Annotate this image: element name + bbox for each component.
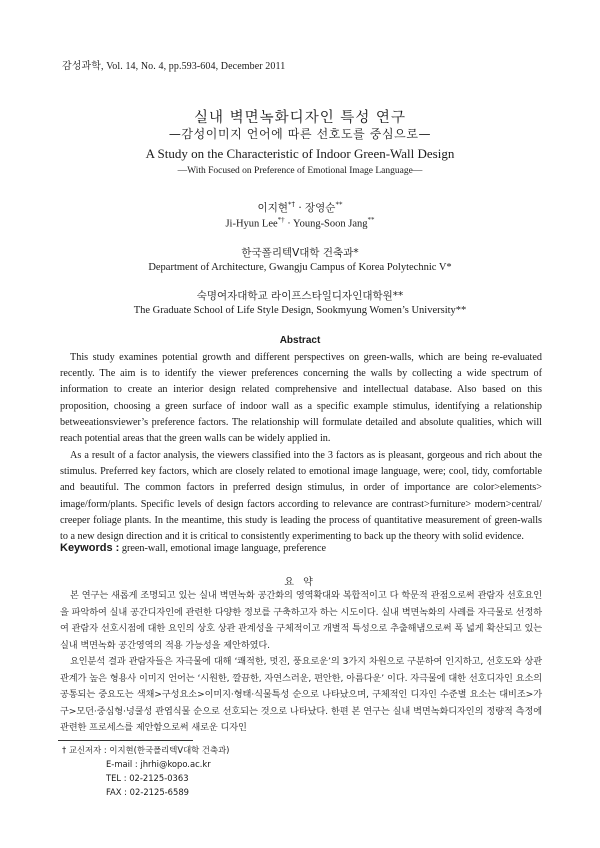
author-1-name-ko: 이지현: [257, 202, 288, 214]
summary-text-2: 요인분석 결과 관람자들은 자극물에 대해 ‘쾌적한, 멋진, 풍요로운’의 3가지 차원으로 구분하여 인지하고, 선호도와 상관관계가 높은 형용사 이미지 언어는 ‘시원한, 깔끔한, 자연스러운, 편안한, 아름다운’ 이다. 자극물에 대한 선호디자인 요소의 공통되는 중요도는 색채>구성요소>이미지·형태·식물특성 순으로 나타났으며, 구체적인 디자인 수준별 요소는 대비조>가구>모던·중심형·넝쿨성 관엽식물 순으로 선호되는 것으로 나타났다. 한편 본 연구는 실내 벽면녹화디자인의 정량적 측정에 관련한 프로세스를 제안함으로써 새로운 디자인: [60, 656, 542, 733]
abstract-heading: Abstract: [279, 335, 321, 346]
keywords-text: green-wall, emotional image language, preference: [119, 543, 327, 554]
author-1-name-en: Ji-Hyun Lee: [225, 218, 278, 230]
subtitle-english: —With Focused on Preference of Emotional Image Language—: [177, 166, 423, 176]
footnote-fax: FAX : 02-2125-6589: [106, 787, 189, 797]
abstract-paragraph-1: [60, 350, 542, 447]
summary-paragraph-2: [60, 654, 542, 737]
abstract-text-2: As a result of a factor analysis, the viewers classified into the 3 factors as is pleasant, gorgeous and rich about the stimulus. Preferred key factors, which are closely related to emotional image language, were; cool, tidy, comfortable and beautiful. The common factors in preferred design stimulus, in order of importance are color>elements> image/form/plants. Specific levels of design factors according to relevance are contrast>furniture> modern>central/ creeper foliage plants. In the meantime, this study is leading the process of quantitative measurement of green-walls to a new design direction and it is critical to consistently experimenting to back up the theory with solid evidence.: [60, 450, 542, 543]
footnote-email: E-mail : jhrhi@kopo.ac.kr: [106, 759, 211, 769]
author-separator-ko: ·: [294, 202, 305, 214]
affiliation-1-english: Department of Architecture, Gwangju Campus of Korea Polytechnic V*: [148, 262, 452, 273]
affiliation-2-english: The Graduate School of Life Style Design, Sookmyung Women’s University**: [133, 305, 467, 316]
title-korean: 실내 벽면녹화디자인 특성 연구: [194, 110, 406, 126]
authors-korean: [40, 200, 560, 215]
abstract-paragraph-2: [60, 448, 542, 545]
title-english: A Study on the Characteristic of Indoor Green-Wall Design: [145, 146, 455, 161]
summary-text-1: 본 연구는 새롭게 조명되고 있는 실내 벽면녹화 공간화의 영역확대와 복합적이고 다 학문적 관점으로써 관람자 선호요인을 파악하여 실내 공간디자인에 관련한 다양한 정보를 구축하고자 하는 시도이다. 실내 벽면녹화의 사례를 자극물로 선정하여 관람자 선호시점에 대한 요인의 상호 상관 관계성을 구체적이고 개별적 특성으로 추출해냄으로써 폭 넓게 확산되고 있는 실내 벽면녹화 공간영역의 적용 가능성을 제안하였다.: [60, 590, 542, 651]
affiliation-2-korean: 숙명여자대학교 라이프스타일디자인대학원**: [196, 290, 404, 302]
summary-heading-korean: 요 약: [284, 577, 316, 588]
author-1-mark-en: *†: [277, 216, 285, 224]
affiliation-1-korean: 한국폴리텍V대학 건축과*: [241, 247, 359, 259]
author-2-name-ko: 장영순: [305, 202, 336, 214]
journal-citation: 감성과학, Vol. 14, No. 4, pp.593-604, December 2011: [62, 61, 286, 72]
footnote-corresponding-author: † 교신저자 : 이지현(한국폴리텍V대학 건축과): [62, 745, 230, 755]
author-2-mark-en: **: [367, 216, 375, 224]
author-2-mark-ko: **: [335, 200, 343, 209]
footnote-tel: TEL : 02-2125-0363: [106, 773, 189, 783]
authors-english: [40, 216, 560, 230]
author-1-mark-ko: *†: [287, 200, 295, 209]
abstract-text-1: This study examines potential growth and different perspectives on green-walls, which are being re-evaluated recently. The aim is to identify the viewer preferences concerning the walls by collecting a wide spectrum of information to create an interior design related comprehensive and intellectual database. Also based on this proposition, choosing a green surface of indoor wall as a specific example stimulus, identifying a relationship betweeationsviewer’s preference factors. The relationship will formulate detailed and absolute qualities, which will reach potential areas that the green walls can be widely applied in.: [60, 352, 542, 445]
subtitle-korean: —감성이미지 언어에 따른 선호도를 중심으로—: [168, 127, 432, 141]
keywords-line: [60, 542, 326, 554]
author-2-name-en: Young-Soon Jang: [293, 218, 368, 230]
summary-paragraph-1: [60, 588, 542, 654]
keywords-label: Keywords :: [60, 542, 120, 554]
footnote-divider: [58, 740, 193, 741]
author-separator-en: ·: [284, 218, 294, 230]
